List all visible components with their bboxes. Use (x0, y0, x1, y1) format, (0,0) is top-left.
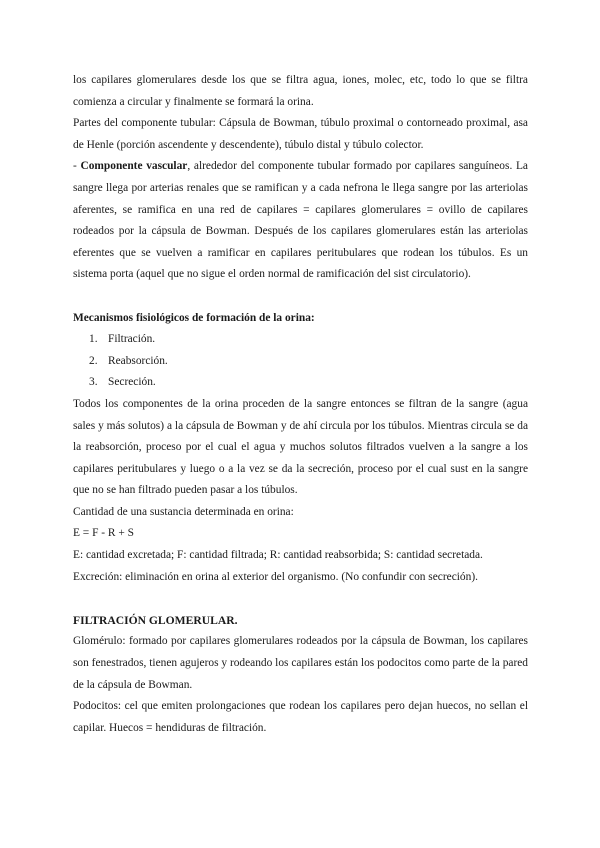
formula: E = F - R + S (73, 527, 134, 540)
document-page (73, 70, 528, 739)
list-item: 3. Secreción. (89, 376, 156, 389)
list-item: 1. Filtración. (89, 333, 156, 346)
paragraph-glomerulus: Glomérulo: formado por capilares glomerulares rodeados por la cápsula de Bowman, los capilares son fenestrados, tienen agujeros y rodeando los capilares están los podocitos como parte de la pared de la cápsula de Bowman. (73, 635, 528, 691)
paragraph-podocytes: Podocitos: cel que emiten prolongaciones que rodean los capilares pero dejan huecos, no sellan el capilar. Huecos = hendiduras de filtración. (73, 700, 528, 734)
mechanisms-list (73, 329, 528, 394)
paragraph-excretion: Excreción: eliminación en orina al exterior del organismo. (No confundir con secreción). (73, 570, 478, 583)
paragraph-tubular-parts: Partes del componente tubular: Cápsula de Bowman, túbulo proximal o contorneado proximal, asa de Henle (porción ascendente y descendente), túbulo distal y túbulo colector. (73, 117, 528, 151)
vascular-text: , alrededor del componente tubular formado por capilares sanguíneos. La sangre llega por arterias renales que se ramifican y a cada nefrona le llega sangre por las arteriolas aferentes, se ramifica en una red de capilares = capilares glomerulares = ovillo de capilares rodeados por la cápsula de Bowman. Después de los capilares glomerulares están las arteriolas eferentes que se vuelven a ramificar en capilares peritubulares que rodean los túbulos. Es un sistema porta (aquel que no sigue el orden normal de ramificación del sist circulatorio). (73, 160, 528, 281)
heading-filtration: FILTRACIÓN GLOMERULAR. (73, 613, 238, 627)
paragraph-quantity: Cantidad de una sustancia determinada en orina: (73, 505, 294, 518)
paragraph-legend: E: cantidad excretada; F: cantidad filtrada; R: cantidad reabsorbida; S: cantidad secretada. (73, 549, 483, 562)
paragraph-components: Todos los componentes de la orina proceden de la sangre entonces se filtran de la sangre (agua sales y más solutos) a la cápsula de Bowman y de ahí circula por los túbulos. Mientras circula se da la reabsorción, proceso por el cual el agua y muchos solutos filtrados vuelven a la sangre a los capilares peritubulares y luego o a la vez se da la secreción, proceso por el cual sust en la sangre que no se han filtrado pueden pasar a los túbulos. (73, 397, 528, 497)
list-item: 2. Reabsorción. (89, 354, 168, 367)
paragraph-vascular (73, 156, 528, 286)
paragraph-intro: los capilares glomerulares desde los que se filtra agua, iones, molec, etc, todo lo que se filtra comienza a circular y finalmente se formará la orina. (73, 74, 528, 108)
bullet-dash: - (73, 160, 81, 173)
vascular-term: Componente vascular (80, 160, 188, 173)
heading-mechanisms: Mecanismos fisiológicos de formación de la orina: (73, 311, 315, 324)
